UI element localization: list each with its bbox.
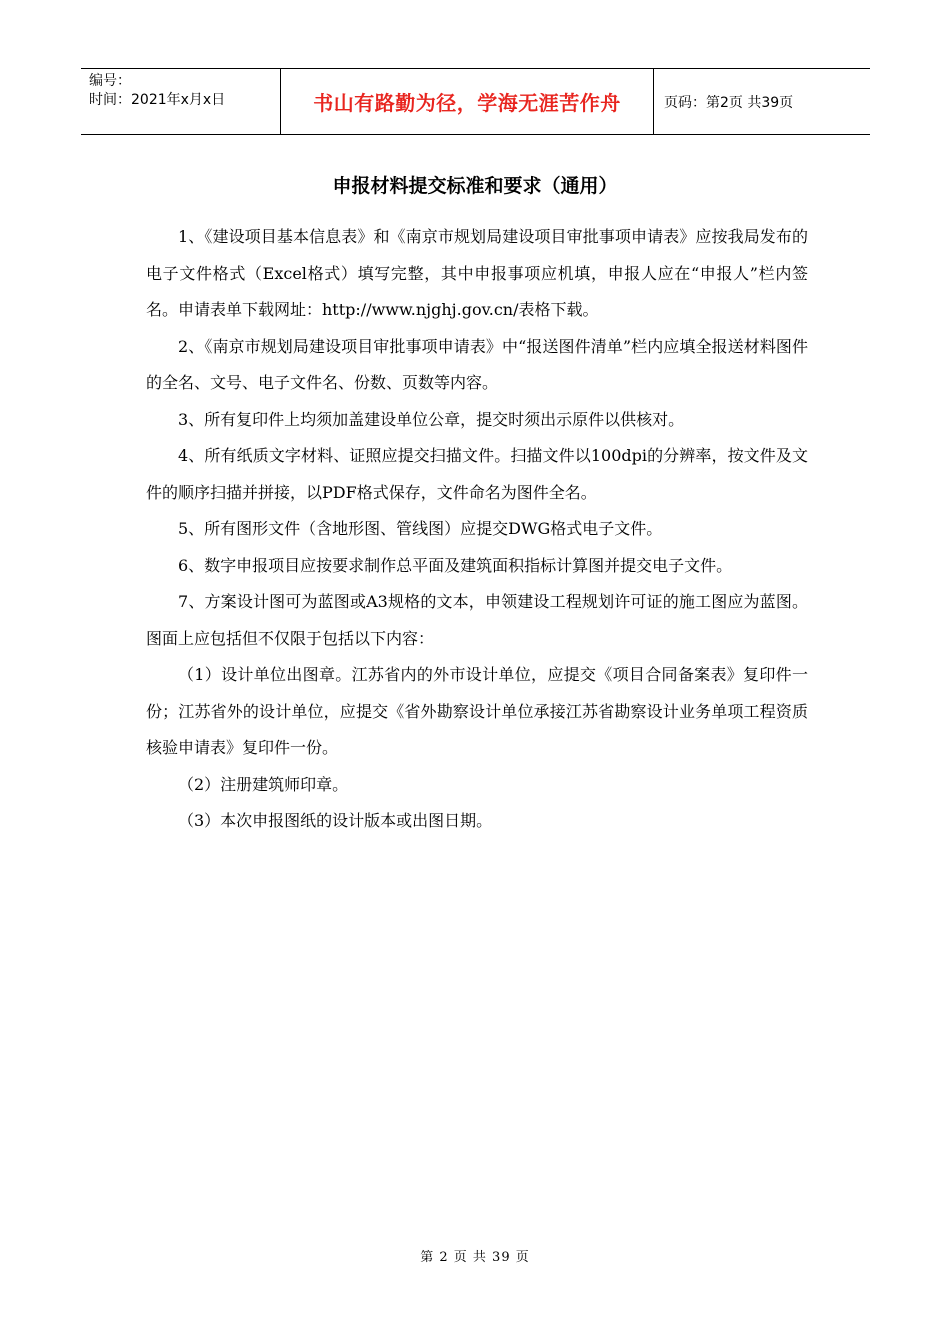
page-info: 页码：第2页 共39页 [664, 94, 794, 111]
number-label: 编号： [89, 73, 131, 89]
time-label: 时间：2021年x月x日 [89, 92, 226, 108]
header-page-cell [654, 69, 870, 134]
header-meta-cell [81, 69, 281, 134]
paragraph: 3、所有复印件上均须加盖建设单位公章，提交时须出示原件以供核对。 [178, 409, 685, 429]
document-title: 申报材料提交标准和要求（通用） [332, 175, 618, 197]
paragraph: 6、数字申报项目应按要求制作总平面及建筑面积指标计算图并提交电子文件。 [178, 555, 733, 575]
document-body [146, 219, 808, 840]
header-motto-cell [281, 69, 654, 134]
paragraph: 5、所有图形文件（含地形图、管线图）应提交DWG格式电子文件。 [178, 519, 663, 538]
page-footer: 第 2 页 共 39 页 [420, 1250, 530, 1265]
paragraph: （3）本次申报图纸的设计版本或出图日期。 [178, 811, 493, 830]
motto-text: 书山有路勤为径，学海无涯苦作舟 [313, 91, 621, 115]
paragraph: （2）注册建筑师印章。 [178, 774, 349, 794]
paragraph: 2、《南京市规划局建设项目审批事项申请表》中“报送图件清单”栏内应填全报送材料图件的全名、文号、电子文件名、份数、页数等内容。 [146, 336, 808, 392]
paragraph: 4、所有纸质文字材料、证照应提交扫描文件。扫描文件以100dpi的分辨率，按文件及文件的顺序扫描并拼接，以PDF格式保存，文件命名为图件全名。 [146, 446, 808, 502]
paragraph: （1）设计单位出图章。江苏省内的外市设计单位，应提交《项目合同备案表》复印件一份；江苏省外的设计单位，应提交《省外勘察设计单位承接江苏省勘察设计业务单项工程资质核验申请表》复印件一份。 [146, 665, 808, 757]
paragraph: 7、方案设计图可为蓝图或A3规格的文本，申领建设工程规划许可证的施工图应为蓝图。图面上应包括但不仅限于包括以下内容： [146, 592, 808, 648]
paragraph: 1、《建设项目基本信息表》和《南京市规划局建设项目审批事项申请表》应按我局发布的电子文件格式（Excel格式）填写完整，其中申报事项应机填，申报人应在“申报人”栏内签名。申请表单下载网址：http://www.njghj.gov.cn/表格下载。 [146, 227, 808, 319]
header-table [81, 68, 870, 135]
